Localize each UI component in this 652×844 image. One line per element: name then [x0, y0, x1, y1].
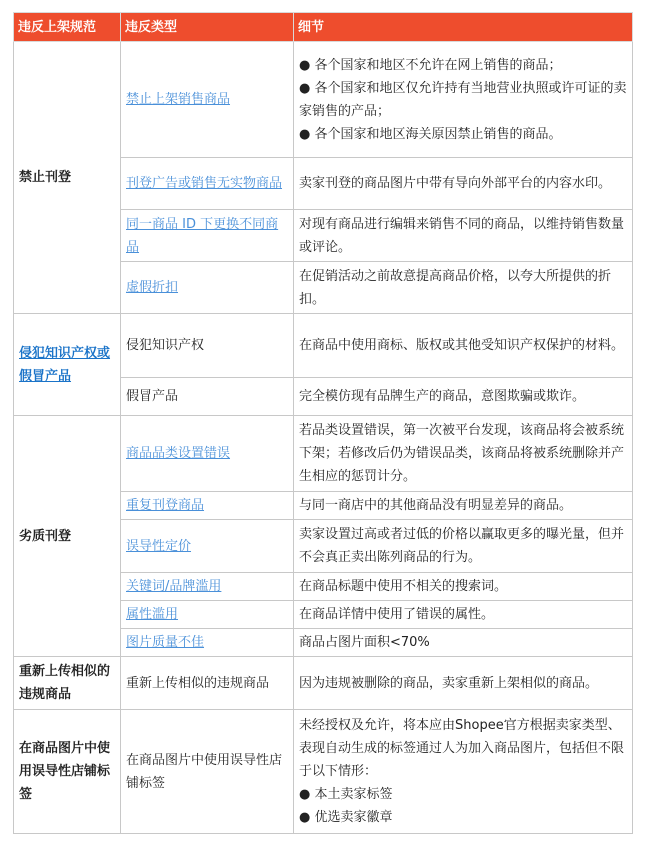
table-row	[14, 710, 633, 834]
violation-type-text: 在商品图片中使用误导性店铺标签	[121, 710, 294, 834]
details-cell: 在促销活动之前故意提高商品价格，以夸大所提供的折扣。	[294, 262, 633, 314]
category-cell: 禁止刊登	[14, 42, 121, 314]
details-cell: 与同一商店中的其他商品没有明显差异的商品。	[294, 492, 633, 520]
violation-type-link[interactable]: 商品品类设置错误	[126, 446, 231, 461]
header-violation-type: 违反类型	[121, 13, 294, 42]
details-cell: 卖家刊登的商品图片中带有导向外部平台的内容水印。	[294, 158, 633, 210]
category-link[interactable]: 侵犯知识产权或假冒产品	[19, 345, 111, 384]
policy-table	[13, 12, 633, 834]
detail-line: ● 各个国家和地区不允许在网上销售的商品；	[299, 57, 562, 73]
category-cell: 劣质刊登	[14, 416, 121, 657]
detail-line: 未经授权及允许，将本应由Shopee官方根据卖家类型、表现自动生成的标签通过人为加入商品图片，包括但不限于以下情形：	[299, 718, 625, 779]
table-row	[14, 314, 633, 378]
detail-line: ● 各个国家和地区海关原因禁止销售的商品。	[299, 126, 562, 142]
details-cell: 对现有商品进行编辑来销售不同的商品，以维持销售数量或评论。	[294, 210, 633, 262]
violation-type-text: 假冒产品	[121, 378, 294, 416]
table-row	[14, 416, 633, 492]
violation-type-link[interactable]: 同一商品 ID 下更换不同商品	[126, 216, 279, 255]
violation-type-link[interactable]: 图片质量不佳	[126, 635, 205, 650]
table-header-row	[14, 13, 633, 42]
details-cell: 在商品中使用商标、版权或其他受知识产权保护的材料。	[294, 314, 633, 378]
violation-type-link[interactable]: 虚假折扣	[126, 280, 179, 295]
violation-type-link[interactable]: 属性滥用	[126, 607, 179, 622]
detail-line: ● 各个国家和地区仅允许持有当地营业执照或许可证的卖家销售的产品；	[299, 80, 627, 119]
details-cell	[294, 42, 633, 158]
table-row	[14, 42, 633, 158]
category-cell: 在商品图片中使用误导性店铺标签	[14, 710, 121, 834]
details-cell: 在商品详情中使用了错误的属性。	[294, 601, 633, 629]
details-cell: 卖家设置过高或者过低的价格以赢取更多的曝光量，但并不会真正卖出陈列商品的行为。	[294, 520, 633, 573]
violation-type-text: 重新上传相似的违规商品	[121, 657, 294, 710]
detail-line: ● 优选卖家徽章	[299, 810, 393, 825]
details-cell: 完全模仿现有品牌生产的商品，意图欺骗或欺诈。	[294, 378, 633, 416]
violation-type-link[interactable]: 误导性定价	[126, 538, 192, 554]
details-cell: 因为违规被删除的商品，卖家重新上架相似的商品。	[294, 657, 633, 710]
header-violation-category: 违反上架规范	[14, 13, 121, 42]
category-cell	[14, 314, 121, 416]
detail-line: ● 本土卖家标签	[299, 787, 393, 802]
violation-type-link[interactable]: 关键词/品牌滥用	[126, 579, 222, 594]
details-cell: 若品类设置错误，第一次被平台发现，该商品将会被系统下架；若修改后仍为错误品类，该商品将被系统删除并产生相应的惩罚计分。	[294, 416, 633, 492]
violation-type-link[interactable]: 重复刊登商品	[126, 498, 205, 513]
violation-type-link[interactable]: 禁止上架销售商品	[126, 92, 231, 107]
details-cell: 商品占图片面积<70%	[294, 629, 633, 657]
violation-type-link[interactable]: 刊登广告或销售无实物商品	[126, 176, 283, 191]
category-cell: 重新上传相似的违规商品	[14, 657, 121, 710]
violation-type-text: 侵犯知识产权	[121, 314, 294, 378]
details-cell	[294, 710, 633, 834]
details-cell: 在商品标题中使用不相关的搜索词。	[294, 573, 633, 601]
table-row	[14, 657, 633, 710]
header-details: 细节	[294, 13, 633, 42]
